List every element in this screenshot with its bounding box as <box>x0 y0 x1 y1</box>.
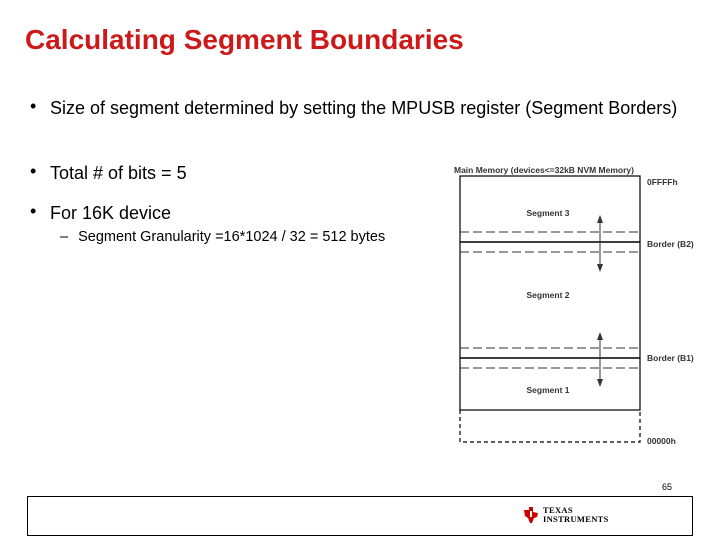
texas-instruments-logo <box>522 506 609 524</box>
top-address-label: 0FFFFh <box>647 177 678 187</box>
memory-header: Main Memory (devices<=32kB NVM Memory) <box>454 165 634 175</box>
segment-2-label: Segment 2 <box>526 290 570 300</box>
sub-bullet <box>60 229 385 245</box>
border-b1-label: Border (B1) <box>647 353 694 363</box>
bullet-dot-icon: • <box>30 96 37 116</box>
page-number: 65 <box>662 482 673 492</box>
border-b1-arrow-icon <box>597 332 603 387</box>
logo-line-1: TEXAS <box>543 505 573 515</box>
bullet-item <box>30 96 677 120</box>
bullet-text: Size of segment determined by setting the MPUSB register (Segment Borders) <box>50 98 678 118</box>
memory-map-diagram <box>445 158 705 448</box>
bullet-text: For 16K device <box>50 203 172 223</box>
segment-1-label: Segment 1 <box>526 385 570 395</box>
bullet-item <box>30 201 171 225</box>
dash-icon: – <box>60 229 69 245</box>
memory-extension <box>460 410 640 442</box>
bullet-dot-icon: • <box>30 161 37 181</box>
border-b2-arrow-icon <box>597 215 603 272</box>
logo-line-2: INSTRUMENTS <box>543 514 609 524</box>
border-b2-label: Border (B2) <box>647 239 694 249</box>
bottom-address-label: 00000h <box>647 436 676 446</box>
bullet-item <box>30 161 187 185</box>
segment-3-label: Segment 3 <box>526 208 570 218</box>
bullet-text: Total # of bits = 5 <box>50 163 187 183</box>
ti-state-icon <box>522 506 540 524</box>
bullet-dot-icon: • <box>30 201 37 221</box>
sub-bullet-text: Segment Granularity =16*1024 / 32 = 512 bytes <box>78 229 386 245</box>
logo-wordmark <box>543 506 609 524</box>
slide-title: Calculating Segment Boundaries <box>25 24 464 55</box>
